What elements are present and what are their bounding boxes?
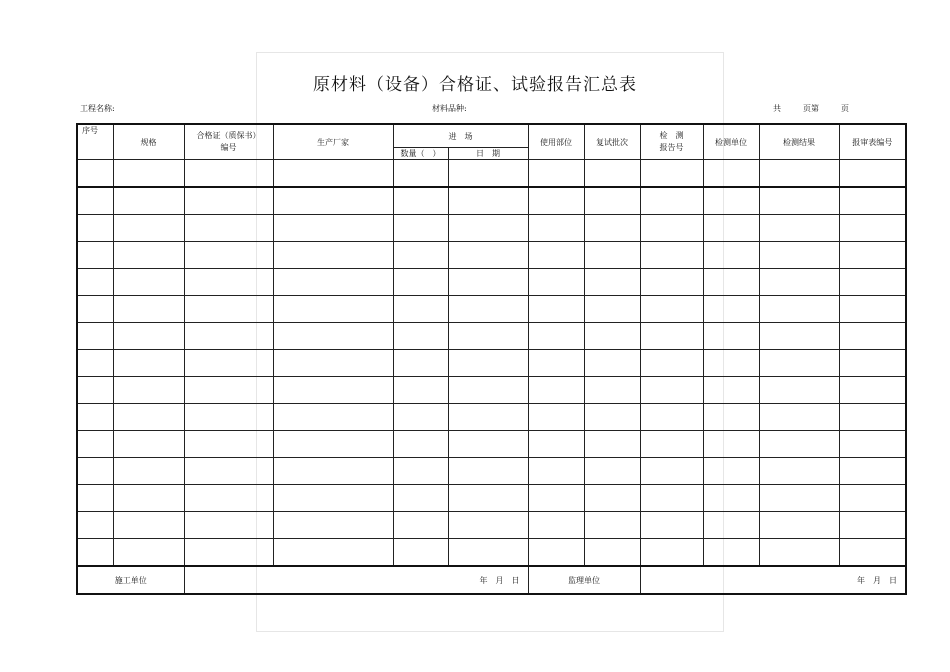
header-seq: 序号 bbox=[77, 124, 113, 160]
table-cell[interactable] bbox=[184, 323, 273, 350]
table-cell[interactable] bbox=[393, 485, 448, 512]
table-cell[interactable] bbox=[273, 296, 393, 323]
table-cell[interactable] bbox=[703, 377, 759, 404]
table-row bbox=[77, 377, 906, 404]
table-cell[interactable] bbox=[640, 242, 703, 269]
table-cell[interactable] bbox=[184, 512, 273, 539]
table-cell[interactable] bbox=[273, 404, 393, 431]
table-cell[interactable] bbox=[839, 187, 906, 215]
header-spec: 规格 bbox=[113, 124, 184, 160]
table-cell[interactable] bbox=[448, 458, 528, 485]
table-cell[interactable] bbox=[528, 539, 584, 567]
table-cell[interactable] bbox=[113, 485, 184, 512]
material-type-label: 材料品种: bbox=[432, 104, 467, 113]
page-total-label: 共 bbox=[773, 104, 781, 113]
table-cell[interactable] bbox=[113, 187, 184, 215]
table-cell[interactable] bbox=[184, 215, 273, 242]
table-cell[interactable] bbox=[528, 296, 584, 323]
table-cell[interactable] bbox=[703, 242, 759, 269]
table-cell[interactable] bbox=[77, 485, 113, 512]
table-cell[interactable] bbox=[839, 458, 906, 485]
table-cell[interactable] bbox=[448, 187, 528, 215]
table-cell[interactable] bbox=[839, 512, 906, 539]
table-cell[interactable] bbox=[528, 187, 584, 215]
table-cell[interactable] bbox=[640, 160, 703, 188]
table-cell[interactable] bbox=[703, 296, 759, 323]
table-cell[interactable] bbox=[528, 215, 584, 242]
table-cell[interactable] bbox=[839, 323, 906, 350]
table-cell[interactable] bbox=[703, 323, 759, 350]
table-cell[interactable] bbox=[113, 539, 184, 567]
table-cell[interactable] bbox=[273, 187, 393, 215]
table-cell[interactable] bbox=[584, 485, 640, 512]
table-cell[interactable] bbox=[640, 431, 703, 458]
header-cert-line1: 合格证（质保书） bbox=[196, 131, 261, 140]
table-cell[interactable] bbox=[77, 431, 113, 458]
table-row bbox=[77, 160, 906, 188]
table-cell[interactable] bbox=[839, 242, 906, 269]
summary-table bbox=[76, 123, 907, 595]
header-review-no: 报审表编号 bbox=[839, 124, 906, 160]
table-cell[interactable] bbox=[839, 296, 906, 323]
table-cell[interactable] bbox=[640, 539, 703, 567]
header-qty: 数量（ ） bbox=[393, 148, 448, 160]
table-cell[interactable] bbox=[273, 377, 393, 404]
table-cell[interactable] bbox=[584, 269, 640, 296]
table-cell[interactable] bbox=[77, 377, 113, 404]
table-cell[interactable] bbox=[839, 160, 906, 188]
table-cell[interactable] bbox=[528, 377, 584, 404]
table-cell[interactable] bbox=[184, 539, 273, 567]
header-cert-line2: 编号 bbox=[220, 143, 237, 152]
table-cell[interactable] bbox=[184, 242, 273, 269]
page-counter bbox=[773, 103, 871, 114]
table-cell[interactable] bbox=[448, 485, 528, 512]
table-cell[interactable] bbox=[77, 269, 113, 296]
table-cell[interactable] bbox=[528, 431, 584, 458]
table-cell[interactable] bbox=[703, 539, 759, 567]
table-cell[interactable] bbox=[759, 296, 839, 323]
table-cell[interactable] bbox=[584, 296, 640, 323]
table-cell[interactable] bbox=[448, 350, 528, 377]
header-test-unit: 检测单位 bbox=[703, 124, 759, 160]
table-cell[interactable] bbox=[448, 431, 528, 458]
table-cell[interactable] bbox=[184, 404, 273, 431]
table-cell[interactable] bbox=[528, 485, 584, 512]
table-cell[interactable] bbox=[393, 431, 448, 458]
table-cell[interactable] bbox=[393, 377, 448, 404]
table-cell[interactable] bbox=[393, 350, 448, 377]
table-cell[interactable] bbox=[393, 187, 448, 215]
supervisor-label: 监理单位 bbox=[528, 566, 640, 594]
table-cell[interactable] bbox=[77, 242, 113, 269]
project-name-label: 工程名称: bbox=[80, 104, 115, 113]
table-cell[interactable] bbox=[448, 404, 528, 431]
table-cell[interactable] bbox=[113, 215, 184, 242]
table-cell[interactable] bbox=[113, 160, 184, 188]
table-cell[interactable] bbox=[448, 323, 528, 350]
header-date: 日 期 bbox=[448, 148, 528, 160]
table-cell[interactable] bbox=[77, 512, 113, 539]
table-cell[interactable] bbox=[759, 377, 839, 404]
table-cell[interactable] bbox=[448, 160, 528, 188]
table-cell[interactable] bbox=[640, 323, 703, 350]
table-cell[interactable] bbox=[273, 512, 393, 539]
table-row bbox=[77, 187, 906, 215]
table-cell[interactable] bbox=[703, 269, 759, 296]
table-row bbox=[77, 350, 906, 377]
table-cell[interactable] bbox=[113, 242, 184, 269]
contractor-label: 施工单位 bbox=[77, 566, 184, 594]
table-cell[interactable] bbox=[703, 485, 759, 512]
table-cell[interactable] bbox=[393, 296, 448, 323]
table-cell[interactable] bbox=[640, 269, 703, 296]
contractor-date: 年 月 日 bbox=[184, 566, 528, 594]
table-cell[interactable] bbox=[640, 215, 703, 242]
table-cell[interactable] bbox=[759, 404, 839, 431]
header-cert bbox=[184, 124, 273, 160]
table-cell[interactable] bbox=[77, 539, 113, 567]
table-cell[interactable] bbox=[703, 215, 759, 242]
table-cell[interactable] bbox=[393, 215, 448, 242]
table-cell[interactable] bbox=[839, 431, 906, 458]
page-title: 原材料（设备）合格证、试验报告汇总表 bbox=[313, 75, 637, 95]
table-cell[interactable] bbox=[839, 485, 906, 512]
table-cell[interactable] bbox=[393, 160, 448, 188]
table-cell[interactable] bbox=[528, 404, 584, 431]
table-cell[interactable] bbox=[759, 350, 839, 377]
table-cell[interactable] bbox=[273, 350, 393, 377]
table-cell[interactable] bbox=[640, 350, 703, 377]
table-cell[interactable] bbox=[77, 323, 113, 350]
table-cell[interactable] bbox=[77, 215, 113, 242]
table-cell[interactable] bbox=[448, 215, 528, 242]
table-cell[interactable] bbox=[77, 404, 113, 431]
table-cell[interactable] bbox=[759, 269, 839, 296]
table-cell[interactable] bbox=[77, 350, 113, 377]
table-cell[interactable] bbox=[640, 485, 703, 512]
table-cell[interactable] bbox=[759, 323, 839, 350]
table-row bbox=[77, 296, 906, 323]
table-cell[interactable] bbox=[839, 350, 906, 377]
table-cell[interactable] bbox=[703, 160, 759, 188]
table-cell[interactable] bbox=[113, 512, 184, 539]
table-cell[interactable] bbox=[184, 296, 273, 323]
table-cell[interactable] bbox=[113, 350, 184, 377]
table-cell[interactable] bbox=[393, 269, 448, 296]
table-cell[interactable] bbox=[113, 323, 184, 350]
table-cell[interactable] bbox=[273, 458, 393, 485]
table-cell[interactable] bbox=[273, 242, 393, 269]
table-cell[interactable] bbox=[759, 187, 839, 215]
table-cell[interactable] bbox=[703, 431, 759, 458]
table-cell[interactable] bbox=[113, 296, 184, 323]
table-cell[interactable] bbox=[584, 242, 640, 269]
header-test-result: 检测结果 bbox=[759, 124, 839, 160]
table-cell[interactable] bbox=[584, 431, 640, 458]
table-cell[interactable] bbox=[393, 242, 448, 269]
supervisor-date: 年 月 日 bbox=[640, 566, 906, 594]
table-cell[interactable] bbox=[448, 296, 528, 323]
table-cell[interactable] bbox=[393, 323, 448, 350]
header-entry: 进 场 bbox=[393, 124, 528, 148]
table-cell[interactable] bbox=[584, 512, 640, 539]
table-cell[interactable] bbox=[184, 431, 273, 458]
table-cell[interactable] bbox=[584, 539, 640, 567]
table-cell[interactable] bbox=[77, 160, 113, 188]
table-row bbox=[77, 512, 906, 539]
table-cell[interactable] bbox=[703, 404, 759, 431]
table-cell[interactable] bbox=[759, 431, 839, 458]
table-cell[interactable] bbox=[640, 458, 703, 485]
table-cell[interactable] bbox=[393, 404, 448, 431]
table-cell[interactable] bbox=[113, 431, 184, 458]
table-cell[interactable] bbox=[393, 512, 448, 539]
table-cell[interactable] bbox=[184, 377, 273, 404]
table-cell[interactable] bbox=[77, 187, 113, 215]
table-cell[interactable] bbox=[640, 187, 703, 215]
table-cell[interactable] bbox=[273, 215, 393, 242]
table-cell[interactable] bbox=[759, 215, 839, 242]
table-cell[interactable] bbox=[839, 404, 906, 431]
table-cell[interactable] bbox=[839, 215, 906, 242]
table-cell[interactable] bbox=[448, 377, 528, 404]
table-cell[interactable] bbox=[584, 377, 640, 404]
table-row bbox=[77, 242, 906, 269]
table-cell[interactable] bbox=[839, 377, 906, 404]
table-cell[interactable] bbox=[584, 323, 640, 350]
table-row bbox=[77, 485, 906, 512]
table-row bbox=[77, 323, 906, 350]
table-cell[interactable] bbox=[184, 350, 273, 377]
table-cell[interactable] bbox=[584, 187, 640, 215]
table-cell[interactable] bbox=[528, 269, 584, 296]
table-cell[interactable] bbox=[759, 512, 839, 539]
table-cell[interactable] bbox=[77, 296, 113, 323]
header-retest-batch: 复试批次 bbox=[584, 124, 640, 160]
table-cell[interactable] bbox=[640, 512, 703, 539]
table-row bbox=[77, 431, 906, 458]
table-cell[interactable] bbox=[703, 350, 759, 377]
table-cell[interactable] bbox=[703, 512, 759, 539]
table-cell[interactable] bbox=[273, 160, 393, 188]
page-end-label: 页 bbox=[841, 104, 849, 113]
table-cell[interactable] bbox=[584, 350, 640, 377]
table-cell[interactable] bbox=[528, 242, 584, 269]
table-row bbox=[77, 404, 906, 431]
table-cell[interactable] bbox=[528, 458, 584, 485]
table-cell[interactable] bbox=[184, 187, 273, 215]
table-cell[interactable] bbox=[113, 404, 184, 431]
table-cell[interactable] bbox=[839, 269, 906, 296]
table-cell[interactable] bbox=[448, 269, 528, 296]
table-cell[interactable] bbox=[640, 296, 703, 323]
table-cell[interactable] bbox=[528, 512, 584, 539]
table-cell[interactable] bbox=[584, 404, 640, 431]
header-report bbox=[640, 124, 703, 160]
header-use-part: 使用部位 bbox=[528, 124, 584, 160]
table-cell[interactable] bbox=[703, 187, 759, 215]
table-cell[interactable] bbox=[759, 458, 839, 485]
table-cell[interactable] bbox=[759, 160, 839, 188]
table-cell[interactable] bbox=[839, 539, 906, 567]
table-cell[interactable] bbox=[528, 323, 584, 350]
table-cell[interactable] bbox=[759, 242, 839, 269]
table-cell[interactable] bbox=[184, 160, 273, 188]
table-cell[interactable] bbox=[448, 242, 528, 269]
table-cell[interactable] bbox=[640, 404, 703, 431]
table-row bbox=[77, 458, 906, 485]
table-cell[interactable] bbox=[759, 485, 839, 512]
table-cell[interactable] bbox=[448, 512, 528, 539]
table-cell[interactable] bbox=[448, 539, 528, 567]
table-cell[interactable] bbox=[393, 539, 448, 567]
table-cell[interactable] bbox=[273, 539, 393, 567]
table-cell[interactable] bbox=[273, 323, 393, 350]
table-cell[interactable] bbox=[273, 485, 393, 512]
table-cell[interactable] bbox=[759, 539, 839, 567]
table-cell[interactable] bbox=[113, 269, 184, 296]
table-cell[interactable] bbox=[640, 377, 703, 404]
table-cell[interactable] bbox=[528, 350, 584, 377]
table-row bbox=[77, 269, 906, 296]
table-cell[interactable] bbox=[113, 377, 184, 404]
table-cell[interactable] bbox=[184, 485, 273, 512]
table-cell[interactable] bbox=[273, 431, 393, 458]
header-maker: 生产厂家 bbox=[273, 124, 393, 160]
table-cell[interactable] bbox=[77, 458, 113, 485]
table-cell[interactable] bbox=[184, 269, 273, 296]
header-report-line1: 检 测 bbox=[659, 131, 684, 140]
table-row bbox=[77, 215, 906, 242]
table-cell[interactable] bbox=[393, 458, 448, 485]
header-report-line2: 报告号 bbox=[659, 143, 684, 152]
table-cell[interactable] bbox=[584, 160, 640, 188]
table-cell[interactable] bbox=[584, 458, 640, 485]
page-number-label: 页第 bbox=[803, 104, 819, 113]
table-cell[interactable] bbox=[584, 215, 640, 242]
table-cell[interactable] bbox=[703, 458, 759, 485]
table-cell[interactable] bbox=[528, 160, 584, 188]
table-cell[interactable] bbox=[273, 269, 393, 296]
table-cell[interactable] bbox=[184, 458, 273, 485]
table-row bbox=[77, 539, 906, 567]
table-cell[interactable] bbox=[113, 458, 184, 485]
